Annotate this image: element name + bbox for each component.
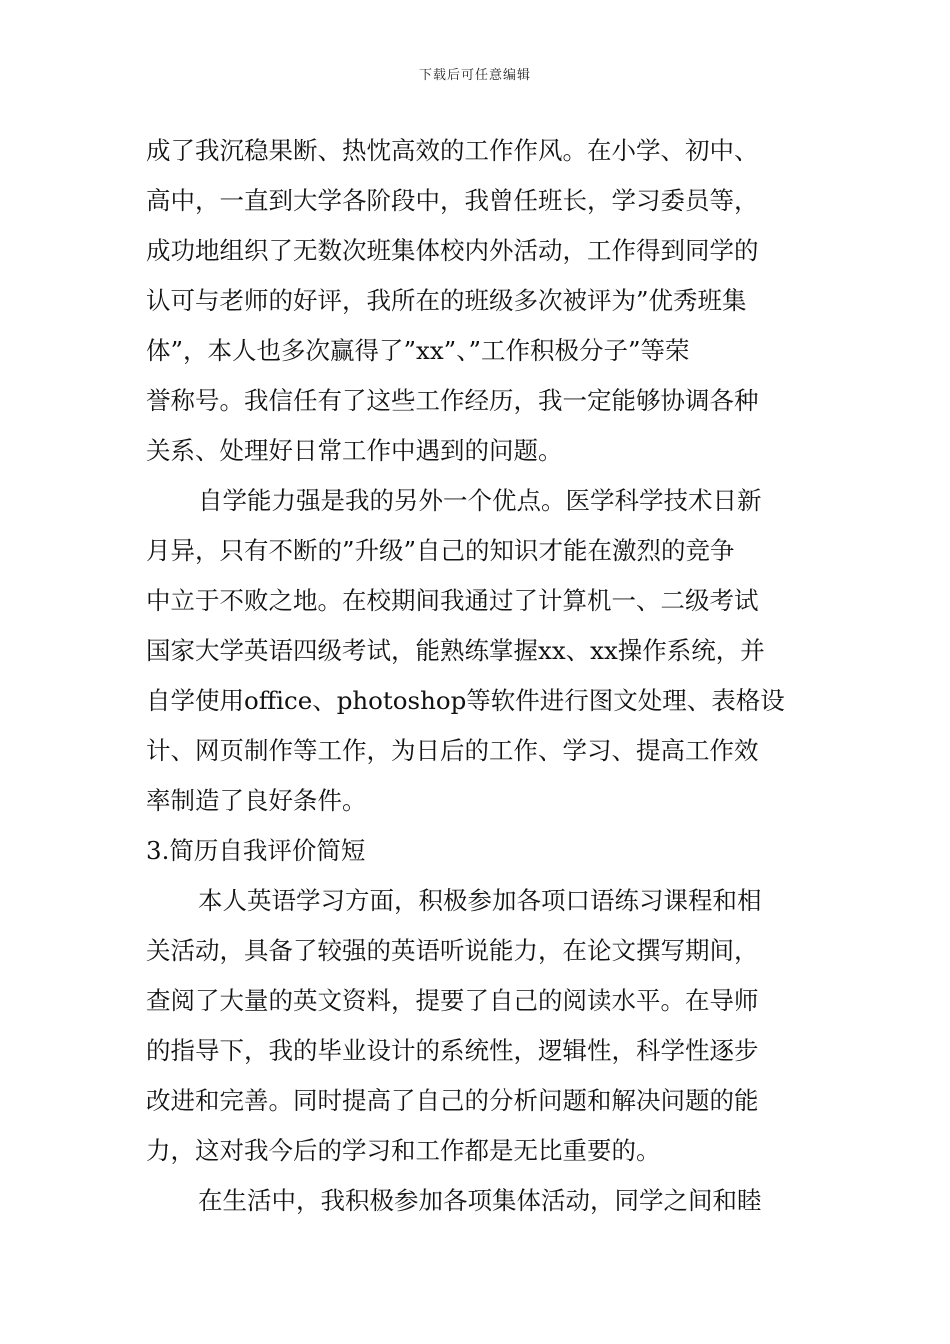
paragraph-first-line: 本人英语学习方面，积极参加各项口语练习课程和相 [198,886,762,915]
text-line: 高中，一直到大学各阶段中，我曾任班长，学习委员等， [146,186,759,215]
text-line: 关活动，具备了较强的英语听说能力，在论文撰写期间， [146,936,759,965]
paragraph-first-line: 自学能力强是我的另外一个优点。医学科学技术日新 [198,486,762,515]
text-line: 中立于不败之地。在校期间我通过了计算机一、二级考试 [146,586,759,615]
text-line: 月异，只有不断的”升级”自己的知识才能在激烈的竞争 [146,536,735,565]
text-line: 力，这对我今后的学习和工作都是无比重要的。 [146,1136,661,1165]
text-line: 国家大学英语四级考试，能熟练掌握xx、xx操作系统，并 [146,636,765,665]
header-note: 下载后可任意编辑 [418,68,531,83]
document-body [146,126,806,1226]
text-line: 认可与老师的好评，我所在的班级多次被评为”优秀班集 [146,286,747,315]
text-line: 自学使用office、photoshop等软件进行图文处理、表格设 [146,686,785,715]
text-line: 体”，本人也多次赢得了”xx”、”工作积极分子”等荣 [146,336,690,365]
paragraph-first-line: 在生活中，我积极参加各项集体活动，同学之间和睦 [198,1186,762,1215]
section-heading: 3.简历自我评价简短 [146,836,366,865]
text-line: 的指导下，我的毕业设计的系统性，逻辑性，科学性逐步 [146,1036,759,1065]
text-line: 改进和完善。同时提高了自己的分析问题和解决问题的能 [146,1086,759,1115]
text-line: 查阅了大量的英文资料，提要了自己的阅读水平。在导师 [146,986,759,1015]
text-line: 誉称号。我信任有了这些工作经历，我一定能够协调各种 [146,386,759,415]
text-line: 计、网页制作等工作，为日后的工作、学习、提高工作效 [146,736,759,765]
text-line: 成功地组织了无数次班集体校内外活动，工作得到同学的 [146,236,759,265]
text-line: 率制造了良好条件。 [146,786,367,815]
text-line: 关系、处理好日常工作中遇到的问题。 [146,436,563,465]
text-line: 成了我沉稳果断、热忱高效的工作作风。在小学、初中、 [146,136,759,165]
